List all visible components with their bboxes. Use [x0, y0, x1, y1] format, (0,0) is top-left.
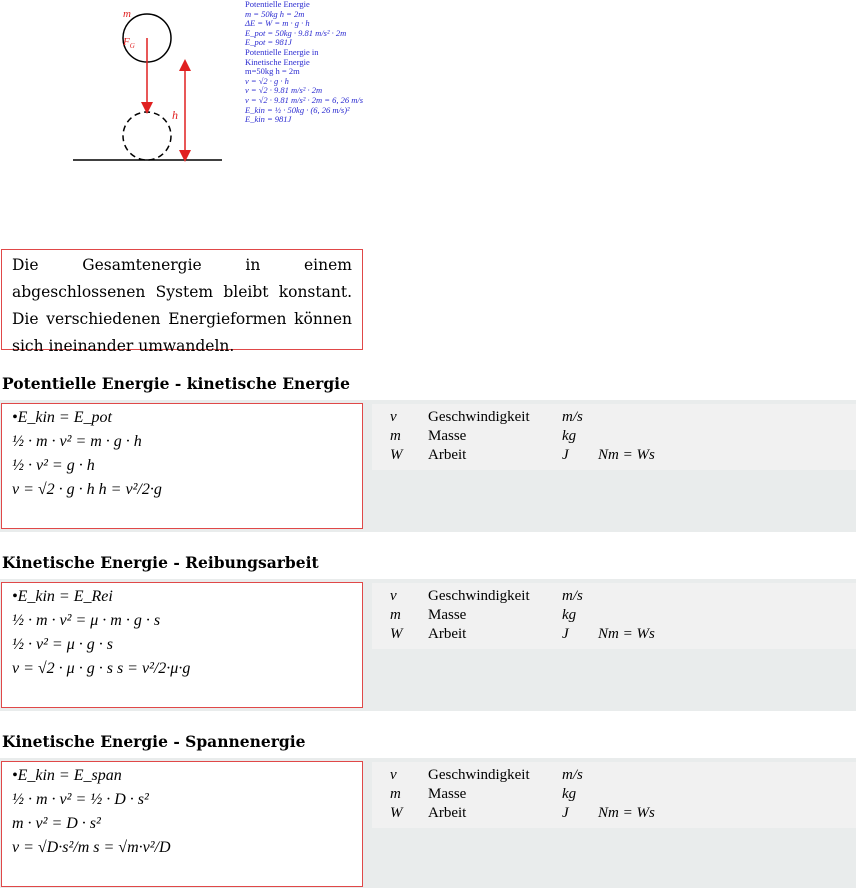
energy-diagram: [60, 0, 240, 170]
formula-line: •E_kin = E_Rei: [12, 588, 113, 605]
var-unit: m/s: [562, 767, 583, 783]
var-unit: kg: [562, 786, 577, 802]
formula-box: [1, 582, 363, 708]
var-name: Arbeit: [428, 447, 467, 463]
var-name: Masse: [428, 428, 467, 444]
variable-row: [372, 766, 856, 785]
var-name: Arbeit: [428, 805, 467, 821]
formula-line: ½ · m · v² = μ · m · g · s: [12, 612, 161, 629]
var-name: Geschwindigkeit: [428, 588, 530, 604]
note-line: E_pot = 50kg · 9.81 m/s² · 2m: [245, 27, 347, 38]
formula-line: •E_kin = E_pot: [12, 409, 112, 426]
note-line: v = √2 · g · h: [245, 75, 289, 86]
label-m: m: [123, 8, 131, 20]
variable-row: [372, 427, 856, 446]
formula-line: •E_kin = E_span: [12, 767, 122, 784]
note-line: Kinetische Energie: [245, 56, 310, 67]
var-symbol: W: [390, 626, 403, 642]
var-name: Masse: [428, 607, 467, 623]
variable-row: [372, 446, 856, 465]
statement-text: Die Gesamtenergie in einem abgeschlossenen System bleibt konstant. Die verschiedenen Energieformen können sich ineinander umwandeln.: [12, 256, 352, 355]
var-symbol: m: [390, 428, 401, 444]
var-unit: m/s: [562, 409, 583, 425]
formula-line: ½ · m · v² = m · g · h: [12, 433, 142, 450]
section-heading: Kinetische Energie - Reibungsarbeit: [2, 553, 319, 572]
variable-table: [372, 404, 856, 470]
variable-table: [372, 583, 856, 649]
note-line: m = 50kg h = 2m: [245, 8, 305, 19]
formula-line: v = √D·s²/m s = √m·v²/D: [12, 839, 171, 856]
ball-drop-figure: [60, 0, 240, 170]
var-symbol: m: [390, 786, 401, 802]
var-unit: kg: [562, 607, 577, 623]
calculation-notes: [245, 0, 445, 125]
formula-line: ½ · m · v² = ½ · D · s²: [12, 791, 149, 808]
label-fg-main: F: [123, 36, 130, 48]
formula-line: v = √2 · g · h h = v²/2·g: [12, 481, 162, 498]
label-h: h: [172, 108, 178, 122]
var-unit: kg: [562, 428, 577, 444]
ball-bottom: [123, 112, 171, 160]
note-line: ΔE = W = m · g · h: [245, 18, 310, 29]
label-fg: [123, 36, 135, 50]
formula-line: m · v² = D · s²: [12, 815, 101, 832]
formula-line: ½ · v² = g · h: [12, 457, 95, 474]
var-name: Masse: [428, 786, 467, 802]
formula-box: [1, 761, 363, 887]
var-name: Geschwindigkeit: [428, 409, 530, 425]
formula-line: ½ · v² = μ · g · s: [12, 636, 113, 653]
var-symbol: v: [390, 409, 397, 425]
var-symbol: W: [390, 805, 403, 821]
var-symbol: m: [390, 607, 401, 623]
statement-box: [1, 249, 363, 355]
var-name: Arbeit: [428, 626, 467, 642]
var-extra: Nm = Ws: [598, 447, 655, 463]
variable-row: [372, 606, 856, 625]
section-heading: Potentielle Energie - kinetische Energie: [2, 374, 350, 393]
note-line: E_kin = ½ · 50kg · (6, 26 m/s)²: [245, 104, 350, 115]
formula-box: [1, 403, 363, 529]
variable-row: [372, 785, 856, 804]
var-unit: m/s: [562, 588, 583, 604]
var-unit: J: [562, 805, 569, 821]
variable-row: [372, 625, 856, 644]
note-line: m=50kg h = 2m: [245, 66, 300, 77]
note-line: v = √2 · 9.81 m/s² · 2m = 6, 26 m/s: [245, 94, 364, 105]
note-line: v = √2 · 9.81 m/s² · 2m: [245, 85, 323, 96]
var-unit: J: [562, 447, 569, 463]
section-heading: Kinetische Energie - Spannenergie: [2, 732, 306, 751]
var-name: Geschwindigkeit: [428, 767, 530, 783]
formula-line: v = √2 · μ · g · s s = v²/2·μ·g: [12, 660, 191, 677]
variable-row: [372, 804, 856, 823]
var-unit: J: [562, 626, 569, 642]
var-symbol: W: [390, 447, 403, 463]
variable-row: [372, 587, 856, 606]
variable-table: [372, 762, 856, 828]
variable-row: [372, 408, 856, 427]
note-line: E_kin = 981J: [245, 114, 292, 125]
note-line: Potentielle Energie in: [245, 46, 319, 57]
var-extra: Nm = Ws: [598, 626, 655, 642]
var-symbol: v: [390, 588, 397, 604]
var-symbol: v: [390, 767, 397, 783]
note-line: Potentielle Energie: [245, 0, 310, 9]
label-fg-sub: G: [129, 42, 135, 51]
var-extra: Nm = Ws: [598, 805, 655, 821]
note-line: E_pot = 981J: [245, 37, 292, 48]
